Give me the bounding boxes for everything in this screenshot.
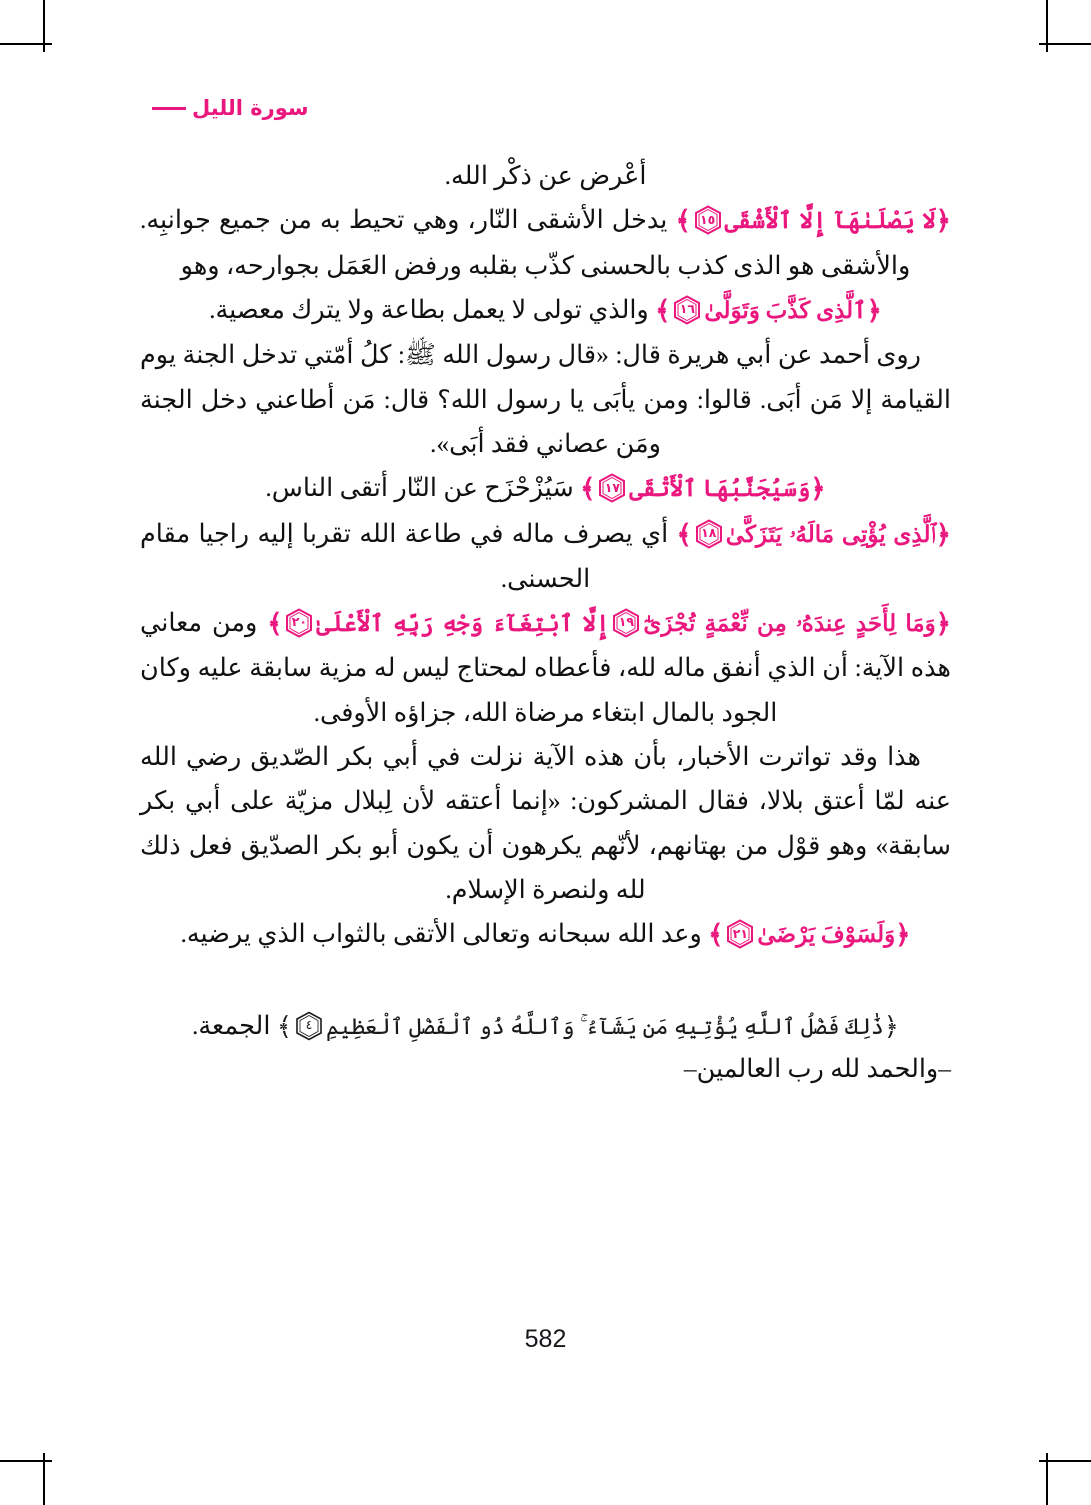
ayah-18-commentary: أي يصرف ماله في طاعة الله تقربا إليه راجيا مقام الحسنى. bbox=[140, 518, 669, 593]
ornament-bracket-close: ﴾ bbox=[276, 1011, 293, 1041]
ayah-21-number: ٢١ bbox=[732, 925, 749, 941]
ayah-16-number: ١٦ bbox=[679, 301, 695, 317]
opening-line-text: أعْرض عن ذكْر الله. bbox=[444, 161, 647, 190]
abu-bakr-paragraph bbox=[140, 735, 951, 912]
ayah-16-text: ٱلَّذِى كَذَّبَ وَتَوَلَّىٰ bbox=[704, 297, 867, 323]
ayah-21-commentary: وعد الله سبحانه وتعالى الأتقى بالثواب الذي يرضيه. bbox=[180, 919, 702, 949]
ayah-18-paragraph bbox=[140, 512, 951, 602]
ornament-bracket-close: ﴾ bbox=[580, 474, 596, 504]
ornament-bracket-close: ﴾ bbox=[708, 920, 724, 950]
hadith-text: روى أحمد عن أبي هريرة قال: «قال رسول الله ﷺ: كلُ أمّتي تدخل الجنة يوم القيامة إلا مَن أبَى. قالوا: ومن يأبَى يا رسول الله؟ قال: مَن أطاعني دخل الجنة ومَن عصاني فقد أبَى». bbox=[140, 340, 951, 458]
ayah-17-paragraph bbox=[140, 466, 951, 511]
ayah-15-paragraph bbox=[140, 198, 951, 288]
opening-line-paragraph bbox=[140, 154, 951, 198]
crop-mark-bottom-left-horizontal bbox=[0, 1460, 52, 1462]
ornament-bracket-close: ﴾ bbox=[267, 609, 283, 639]
crop-mark-top-right-horizontal bbox=[1039, 43, 1091, 45]
jumuah-quran-span bbox=[276, 1011, 899, 1041]
ayah-21-text: وَلَسَوْفَ يَرْضَىٰ bbox=[757, 922, 896, 948]
crop-mark-top-left-horizontal bbox=[0, 43, 52, 45]
ayah-18-number-medallion bbox=[694, 519, 724, 549]
ayah-15-text: لَا يَصْلَىٰهَآ إِلَّا ٱلْأَشْقَى bbox=[724, 208, 936, 234]
ayah-16-paragraph bbox=[140, 288, 951, 333]
running-head-rule bbox=[152, 107, 186, 110]
ayah-15-quran-span bbox=[675, 206, 952, 236]
ornament-bracket-open: ﴿ bbox=[866, 295, 882, 325]
ayah-19-20-paragraph bbox=[140, 601, 951, 735]
ayah-20-number-medallion bbox=[284, 608, 314, 638]
jumuah-ayah-number: ٤ bbox=[305, 1016, 313, 1032]
crop-mark-bottom-right-horizontal bbox=[1039, 1460, 1091, 1462]
closing-line bbox=[140, 1049, 951, 1090]
ornament-bracket-open: ﴿ bbox=[883, 1011, 899, 1041]
ayah-17-number-medallion bbox=[597, 473, 627, 503]
ayah-19-20-quran-span bbox=[267, 609, 951, 639]
jumuah-ayah-paragraph bbox=[140, 1004, 951, 1049]
ayah-21-number-medallion bbox=[725, 919, 755, 949]
ayah-18-quran-span bbox=[676, 519, 952, 549]
closing-text: –والحمد لله رب العالمين– bbox=[683, 1053, 951, 1083]
ayah-17-number: ١٧ bbox=[604, 479, 621, 495]
ayah-18-number: ١٨ bbox=[701, 524, 717, 540]
jumuah-ayah-text: ذَٰلِكَ فَضْلُ ٱللَّهِ يُؤْتِيهِ مَن يَشَآءُ ۚ وَٱللَّهُ ذُو ٱلْفَضْلِ ٱلْعَظِيمِ bbox=[326, 1013, 884, 1039]
ornament-bracket-open: ﴿ bbox=[810, 474, 826, 504]
ayah-20-text: إِلَّا ٱبْتِغَآءَ وَجْهِ رَبِّهِ ٱلْأَعْلَىٰ bbox=[316, 611, 610, 637]
abu-bakr-text: هذا وقد تواترت الأخبار، بأن هذه الآية نزلت في أبي بكر الصّديق رضي الله عنه لمّا أعتق بلالا، فقال المشركون: «إنما أعتقه لأن لِبلال مزيّة على أبي بكر سابقة» وهو قوْل من بهتانهم، لأنّهم يكرهون أن يكون أبو بكر الصدّيق فعل ذلك لله ولنصرة الإسلام. bbox=[140, 742, 951, 905]
ornament-bracket-open: ﴿ bbox=[895, 920, 911, 950]
ayah-18-text: ٱلَّذِى يُؤْتِى مَالَهُۥ يَتَزَكَّىٰ bbox=[725, 521, 936, 547]
page-content bbox=[140, 96, 951, 1090]
ornament-bracket-close: ﴾ bbox=[675, 206, 691, 236]
ayah-19-number: ١٩ bbox=[618, 614, 635, 630]
ayah-16-commentary: والذي تولى لا يعمل بطاعة ولا يترك معصية. bbox=[209, 294, 649, 324]
ayah-21-paragraph bbox=[140, 912, 951, 957]
section-spacer bbox=[140, 958, 951, 1004]
ayah-17-text: وَسَيُجَنَّبُهَا ٱلْأَتْقَى bbox=[629, 476, 811, 502]
ayah-17-commentary: سَيُزْحْزَح عن النّار أتقى الناس. bbox=[265, 473, 574, 503]
ayah-20-number: ٢٠ bbox=[291, 614, 308, 630]
ayah-19-number-medallion bbox=[611, 608, 641, 638]
ornament-bracket-close: ﴾ bbox=[655, 295, 671, 325]
running-head bbox=[140, 96, 951, 120]
ayah-15-number-medallion bbox=[693, 205, 723, 235]
jumuah-source-label: الجمعة. bbox=[192, 1010, 271, 1040]
ayah-16-number-medallion bbox=[672, 295, 702, 325]
page-number: 582 bbox=[524, 1325, 567, 1353]
ornament-bracket-open: ﴿ bbox=[935, 206, 952, 236]
ayah-21-quran-span bbox=[708, 920, 911, 950]
hadith-paragraph bbox=[140, 333, 951, 466]
ayah-15-number: ١٥ bbox=[700, 211, 716, 227]
ayah-19-20-commentary: ومن معاني هذه الآية: أن الذي أنفق ماله لله، فأعطاه لمحتاج ليس له مزية سابقة عليه وكان الجود بالمال ابتغاء مرضاة الله، جزاؤه الأوفى. bbox=[140, 608, 951, 727]
ornament-bracket-open: ﴿ bbox=[935, 609, 951, 639]
jumuah-ayah-number-medallion bbox=[294, 1011, 324, 1041]
running-head-surah-name: سورة الليل bbox=[192, 96, 309, 120]
ornament-bracket-open: ﴿ bbox=[935, 519, 952, 549]
ayah-17-quran-span bbox=[580, 474, 826, 504]
ayah-19-text: وَمَا لِأَحَدٍ عِندَهُۥ مِن نِّعْمَةٍ تُجْزَىٰٓ bbox=[643, 611, 936, 637]
ayah-15-commentary: يدخل الأشقى النّار، وهي تحيط به من جميع جوانبِه. والأشقى هو الذى كذب بالحسنى كذّب بقلبه ورفض العَمَل بجوارحه، وهو bbox=[140, 205, 911, 280]
ornament-bracket-close: ﴾ bbox=[676, 519, 692, 549]
ayah-16-quran-span bbox=[655, 295, 882, 325]
